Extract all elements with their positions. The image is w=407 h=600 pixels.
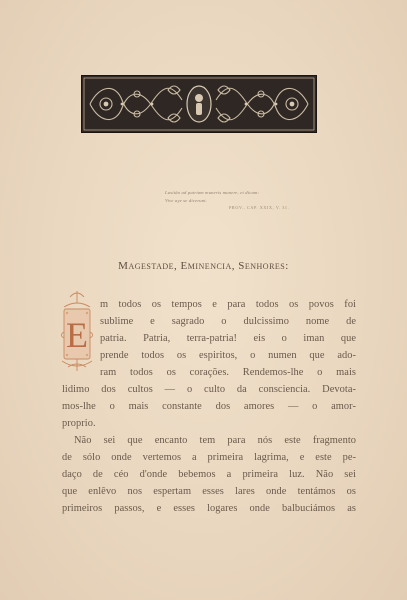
paragraph-2-line-2: de sólo onde vertemos a primeira lagrima, e este pe- (62, 452, 356, 463)
dropcap-letter: E (66, 315, 88, 355)
paragraph-1-line-2: sublime e sagrado o dulcissimo nome de (100, 316, 356, 327)
paragraph-1-line-1: m todos os tempos e para todos os povos foi (100, 299, 356, 310)
paragraph-1-line-4: prende todos os espiritos, o numen que ado- (100, 350, 356, 361)
paragraph-1-line-3: patria. Patria, terra-patria! eis o iman que (100, 333, 356, 344)
paragraph-1-line-6: lidimo dos cultos — o culto da consciencia. Devota- (62, 384, 356, 395)
paragraph-1-line-5: ram todos os corações. Rendemos-lhe o mais (100, 367, 356, 378)
floral-engraving (82, 76, 316, 132)
epigraph-line-1: Lusitâo ad patriam muneris munere, et dicam: (165, 190, 260, 195)
salutation-heading: Magestade, Eminencia, Senhores: (118, 260, 289, 272)
ornamental-headpiece (81, 75, 317, 133)
paragraph-2-line-4: que enlêvo nos espertam esses lares onde tentámos os (62, 486, 356, 497)
epigraph-line-2: Vive aye se dicerunt. (165, 198, 208, 203)
paragraph-1-line-7: mos-lhe o mais constante dos amores — o amor- (62, 401, 356, 412)
illuminated-dropcap (58, 289, 96, 373)
paragraph-2-line-3: daço de céo d'onde bebemos a primeira luz. Não sei (62, 469, 356, 480)
paragraph-2-line-5: primeiros passos, e esses logares onde balbuciámos as (62, 503, 356, 514)
paragraph-1-line-8: proprio. (62, 418, 96, 429)
paragraph-2-line-1: Não sei que encanto tem para nós este fragmento (74, 435, 356, 446)
epigraph-citation: PROV., CAP. XXIX, V. 31. (229, 205, 290, 210)
